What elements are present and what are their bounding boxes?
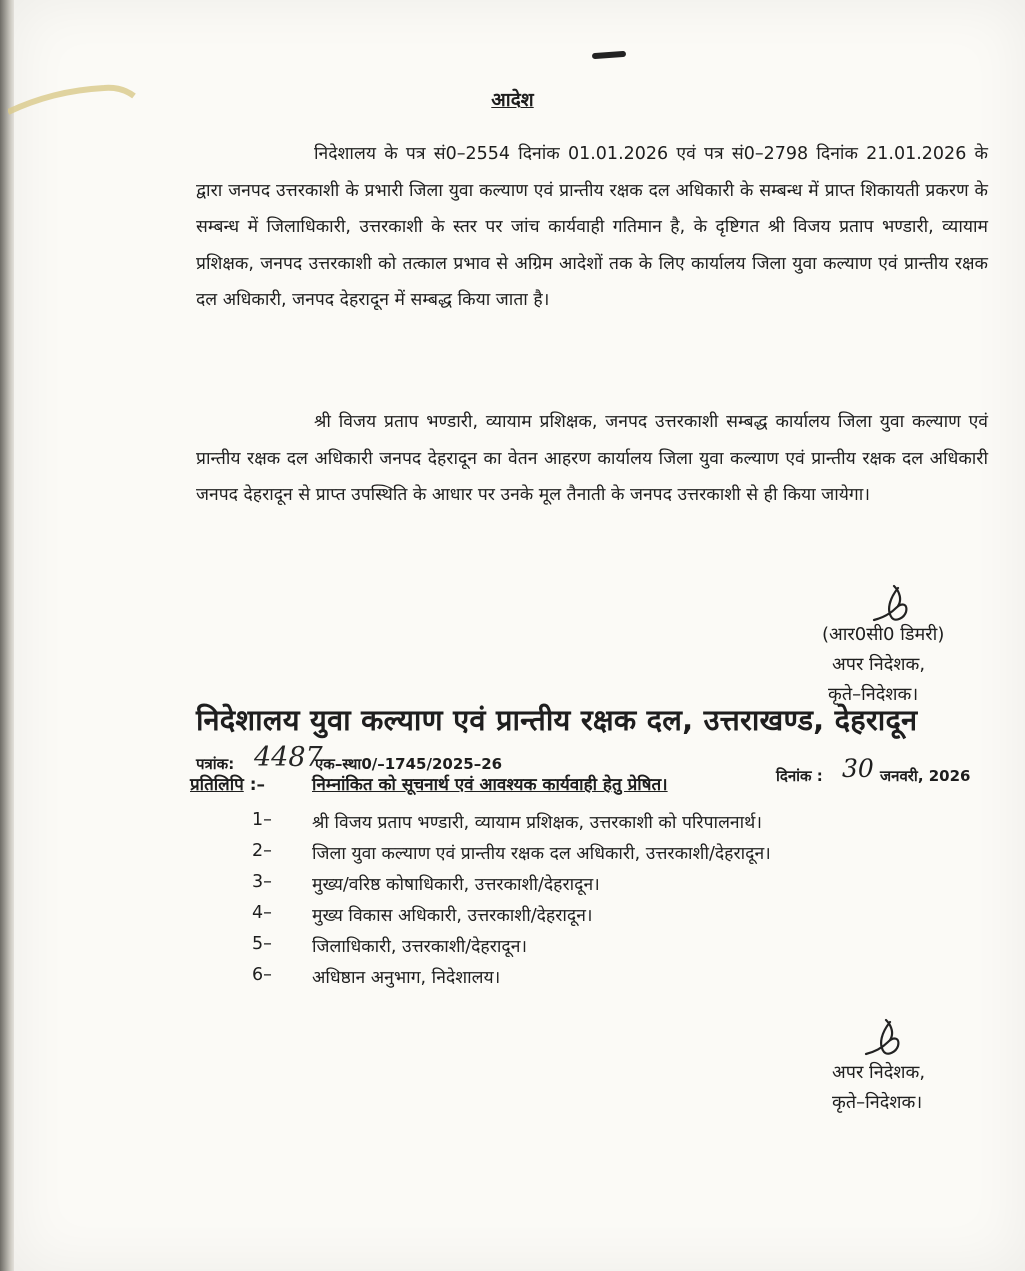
list-item-text: जिला युवा कल्याण एवं प्रान्तीय रक्षक दल अधिकारी, उत्तरकाशी/देहरादून।: [312, 844, 771, 864]
list-item-number: 6–: [252, 965, 272, 985]
date-label: दिनांक :: [776, 767, 823, 785]
paragraph-2: श्री विजय प्रताप भण्डारी, व्यायाम प्रशिक्षक, जनपद उत्तरकाशी सम्बद्ध कार्यालय जिला युवा कल्याण एवं प्रान्तीय रक्षक दल अधिकारी जनपद देहरादून का वेतन आहरण कार्यालय जिला युवा कल्याण एवं प्रान्तीय रक्षक दल अधिकारी जनपद देहरादून से प्राप्त उपस्थिति के आधार पर उनके मूल तैनाती के जनपद उत्तरकाशी से ही किया जायेगा।: [196, 412, 988, 505]
copy-label-text: प्रतिलिपि: [190, 775, 244, 795]
copy-label-suffix: :–: [249, 775, 265, 795]
office-heading: निदेशालय युवा कल्याण एवं प्रान्तीय रक्षक दल, उत्तराखण्ड, देहरादून: [196, 703, 918, 737]
title-text: आदेश: [491, 89, 534, 111]
signatory-2-on-behalf: कृते–निदेशक।: [832, 1092, 923, 1113]
list-item-number: 4–: [252, 903, 272, 923]
list-item-text: मुख्य/वरिष्ठ कोषाधिकारी, उत्तरकाशी/देहरादून।: [312, 875, 600, 895]
signature-block-2: [832, 1058, 925, 1118]
signatory-name: (आर0सी0 डिमरी): [822, 624, 945, 645]
reference-number-handwritten: 4487: [254, 742, 323, 773]
list-item-text: अधिष्ठान अनुभाग, निदेशालय।: [312, 968, 501, 988]
reference-label: पत्रांक:: [196, 755, 235, 773]
list-item-text: मुख्य विकास अधिकारी, उत्तरकाशी/देहरादून।: [312, 906, 593, 926]
date-handwritten: 30: [842, 754, 874, 783]
copy-text: निम्नांकित को सूचनार्थ एवं आवश्यक कार्यवाही हेतु प्रेषित।: [312, 775, 668, 795]
list-item-number: 1–: [252, 810, 272, 830]
document-title: [0, 86, 1025, 112]
paragraph-1: निदेशालय के पत्र सं0–2554 दिनांक 01.01.2026 एवं पत्र सं0–2798 दिनांक 21.01.2026 के द्वारा जनपद उत्तरकाशी के प्रभारी जिला युवा कल्याण एवं प्रान्तीय रक्षक दल अधिकारी के सम्बन्ध में प्राप्त शिकायती प्रकरण के सम्बन्ध में जिलाधिकारी, उत्तरकाशी के स्तर पर जांच कार्यवाही गतिमान है, के दृष्टिगत श्री विजय प्रताप भण्डारी, व्यायाम प्रशिक्षक, जनपद उत्तरकाशी को तत्काल प्रभाव से अग्रिम आदेशों तक के लिए कार्यालय जिला युवा कल्याण एवं प्रान्तीय रक्षक दल अधिकारी, जनपद देहरादून में सम्बद्ध किया जाता है।: [196, 144, 988, 310]
date-rest: जनवरी, 2026: [880, 767, 971, 785]
signatory-on-behalf: कृते–निदेशक।: [828, 684, 919, 705]
signature-block-1: [822, 620, 944, 710]
signatory-2-designation: अपर निदेशक,: [832, 1062, 926, 1083]
signatory-designation: अपर निदेशक,: [832, 654, 926, 675]
copy-label: [190, 772, 265, 795]
signature-scribble-2: [862, 1018, 908, 1064]
list-item-number: 3–: [252, 872, 272, 892]
list-item-text: श्री विजय प्रताप भण्डारी, व्यायाम प्रशिक्षक, उत्तरकाशी को परिपालनार्थ।: [312, 813, 762, 833]
list-item-number: 5–: [252, 934, 272, 954]
reference-number-rest: एक–स्था0/–1745/2025–26: [315, 755, 503, 773]
list-item-text: जिलाधिकारी, उत्तरकाशी/देहरादून।: [312, 937, 528, 957]
list-item-number: 2–: [252, 841, 272, 861]
